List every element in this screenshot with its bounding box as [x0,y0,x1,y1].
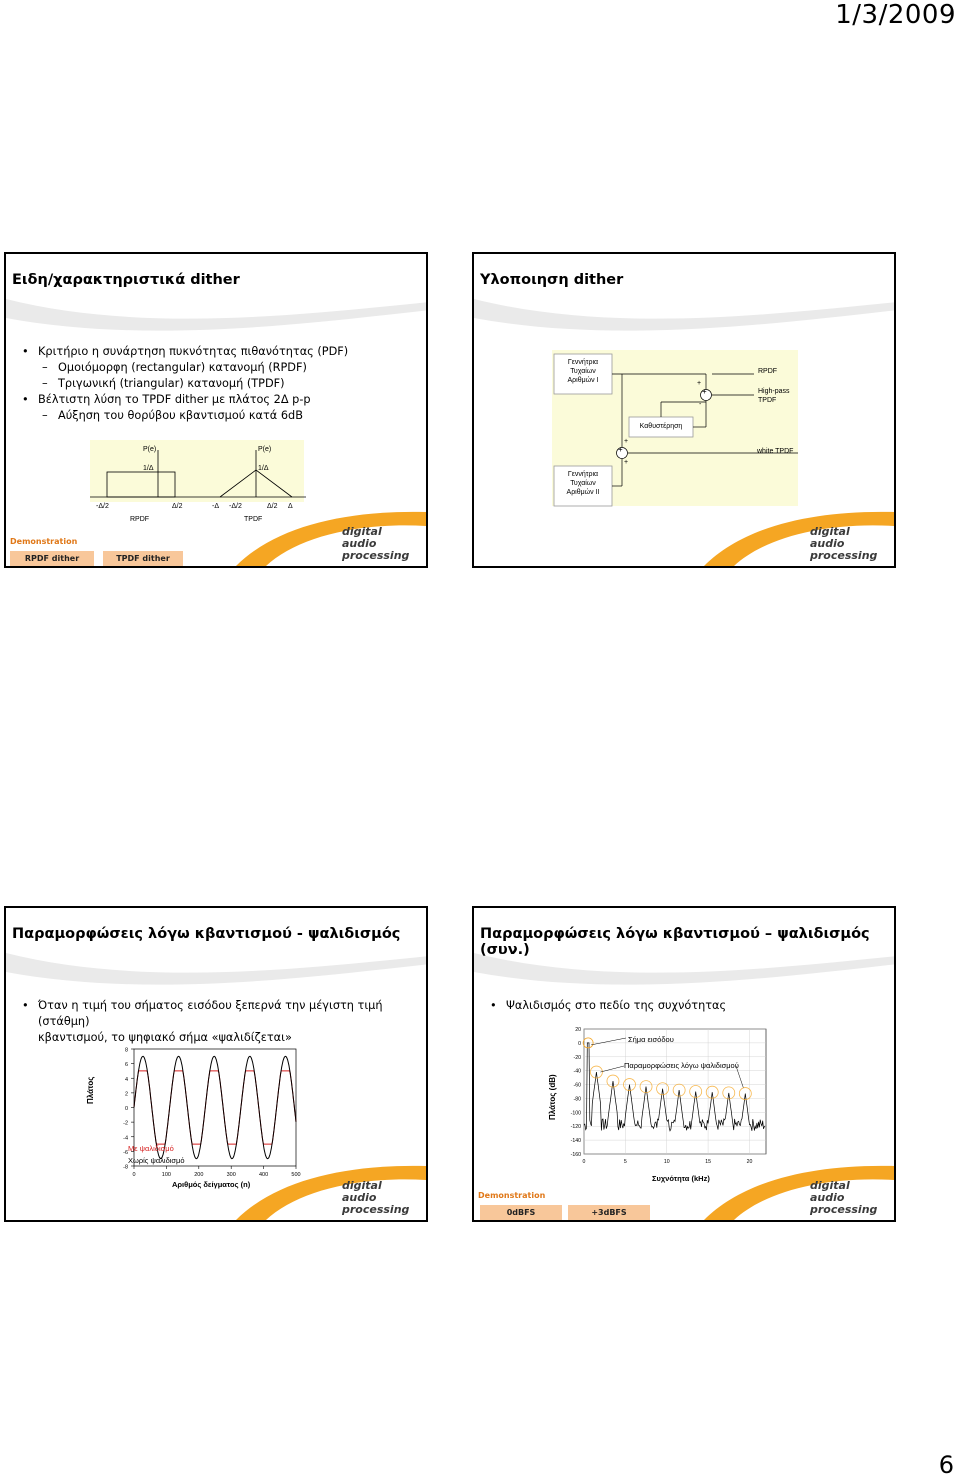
plus-sign: + [624,459,629,466]
pe-label: P(e) [258,446,272,453]
brand-logo: digital audio processing [342,1179,410,1216]
legend-clipped: Με ψαλιδισμό [128,1144,174,1153]
x-tick-label: 5 [623,1159,627,1165]
bullet-item: • Όταν η τιμή του σήματος εισόδου ξεπερνά την μέγιστη τιμή (στάθμη) κβαντισμού, το ψηφιακό σήμα «ψαλιδίζεται» [22,998,422,1046]
x-tick-label: 10 [663,1159,670,1165]
sum-symbol: + [702,387,707,396]
plus-sign: + [697,380,702,387]
x-tick-label: 400 [259,1172,269,1178]
generator-2-label: Γεννήτρια Τυχαίων Αριθμών II [566,471,600,496]
y-tick-label: 0 [578,1040,581,1047]
demo-label: Demonstration [10,537,78,546]
y-axis-label: Πλάτος [86,1076,95,1104]
date-header: 1/3/2009 [835,0,956,30]
sub-bullet-item: – Τριγωνική (triangular) κατανομή (TPDF) [22,376,422,392]
annotation-input-signal: Σήμα εισόδου [628,1035,674,1044]
white-tpdf-label: white TPDF [757,448,794,455]
annotation-arrow [600,1066,624,1072]
x-axis-label: Αριθμός δείγματος (n) [172,1180,251,1189]
y-tick-label: -40 [573,1068,581,1075]
x-tick-label: 15 [705,1159,711,1165]
minus-sign: - [699,401,702,408]
tick-label: Δ/2 [172,503,183,510]
brand-logo: digital audio processing [810,1179,878,1216]
x-axis-label: Συχνότητα (kHz) [652,1174,710,1183]
y-tick-label: 8 [124,1047,128,1054]
tick-label: Δ [288,503,293,510]
tick-label: -Δ/2 [229,503,242,510]
tick-label: Δ/2 [267,503,278,510]
slide-clipping [4,906,428,1222]
rpdf-output-label: RPDF [758,368,778,375]
x-tick-label: 100 [161,1172,171,1178]
y-tick-label: -4 [123,1135,128,1142]
tick-label: -Δ/2 [96,503,109,510]
x-tick-label: 0 [132,1172,136,1178]
y-tick-label: -80 [573,1096,581,1103]
y-tick-label: 20 [575,1027,581,1033]
slide-dither-implementation [472,252,896,568]
slide-title: Ειδη/χαρακτηριστικά dither [12,272,240,288]
height-label: 1/Δ [258,465,269,472]
brand-logo: digital audio processing [342,525,410,562]
brand-logo: digital audio processing [810,525,878,562]
tick-label: -Δ [212,503,220,510]
x-tick-label: 500 [291,1172,301,1178]
plus3dbfs-button[interactable]: +3dBFS [568,1205,650,1222]
slide-title: Παραμορφώσεις λόγω κβαντισμού - ψαλιδισμός [12,926,401,942]
slide-title: Υλοποιηση dither [480,272,624,288]
y-axis-label: Πλάτος (dB) [548,1074,557,1120]
pe-label: P(e) [143,446,157,453]
annotation-clipping-distortion: Παραμορφώσεις λόγω ψαλιδισμού [624,1061,739,1070]
x-tick-label: 0 [582,1159,586,1165]
slide-title: Παραμορφώσεις λόγω κβαντισμού – ψαλιδισμός (συν.) [480,926,870,958]
demo-label: Demonstration [478,1191,546,1200]
y-tick-label: -8 [123,1164,128,1171]
annotation-arrow [591,1038,626,1045]
y-tick-label: -60 [573,1082,581,1089]
y-tick-label: 6 [124,1062,128,1069]
bullet-item: • Ψαλιδισμός στο πεδίο της συχνότητας [490,998,890,1014]
y-tick-label: -20 [573,1054,581,1061]
rpdf-label: RPDF [130,516,150,523]
series-clipped [134,1071,296,1144]
x-tick-label: 300 [226,1172,236,1178]
y-tick-label: -140 [570,1138,581,1145]
slide-clipping-frequency [472,906,896,1222]
rpdf-dither-button[interactable]: RPDF dither [10,551,94,568]
y-tick-label: 2 [124,1091,128,1098]
y-tick-label: -6 [123,1149,128,1156]
x-tick-label: 200 [194,1172,204,1178]
y-tick-label: -100 [570,1110,581,1117]
x-tick-label: 20 [746,1159,753,1165]
page-number: 6 [938,1451,954,1479]
highpass-output-label: High-pass TPDF [758,388,790,404]
bullet-item: • Βέλτιστη λύση το TPDF dither με πλάτος 2Δ p-p [22,392,422,408]
generator-1-label: Γεννήτρια Τυχαίων Αριθμών I [567,359,599,384]
delay-label: Καθυστέρηση [639,423,683,430]
plus-sign: + [624,438,629,445]
tpdf-label: TPDF [244,516,263,523]
sub-bullet-item: – Ομοιόμορφη (rectangular) κατανομή (RPDF) [22,360,422,376]
0dbfs-button[interactable]: 0dBFS [480,1205,562,1222]
legend-unclipped: Χωρίς ψαλιδισμό [128,1156,185,1165]
y-tick-label: 0 [124,1106,128,1112]
height-label: 1/Δ [143,465,154,472]
tpdf-dither-button[interactable]: TPDF dither [103,551,183,568]
slide-dither-types [4,252,428,568]
sub-bullet-item: – Αύξηση του θορύβου κβαντισμού κατά 6dB [22,408,422,424]
bullet-item: • Κριτήριο η συνάρτηση πυκνότητας πιθανότητας (PDF) [22,344,422,360]
y-tick-label: -160 [570,1152,581,1158]
sum-symbol: + [618,445,623,454]
y-tick-label: -120 [570,1124,581,1131]
y-tick-label: -2 [123,1120,128,1127]
y-tick-label: 4 [124,1076,128,1083]
